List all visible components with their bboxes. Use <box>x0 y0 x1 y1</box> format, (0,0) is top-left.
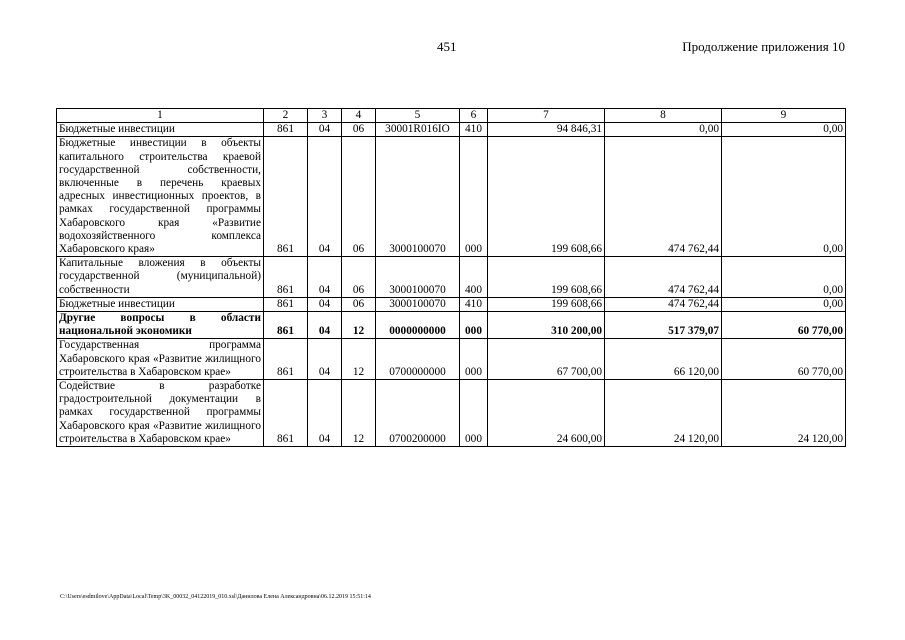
row-name: Бюджетные инвестиции <box>57 297 264 311</box>
row-amount-year-3: 0,00 <box>722 123 846 137</box>
row-subsection-code: 12 <box>342 312 376 339</box>
row-name: Содействие в разработке градостроительной документации в рамках государственной программы Хабаровского края «Развитие жилищного строительства в Хабаровском крае» <box>57 380 264 447</box>
row-section-code: 04 <box>308 297 342 311</box>
table-row <box>57 312 846 339</box>
row-expense-type-code: 000 <box>460 339 488 380</box>
row-amount-year-3: 60 770,00 <box>722 312 846 339</box>
row-expense-type-code: 000 <box>460 312 488 339</box>
row-name: Бюджетные инвестиции <box>57 123 264 137</box>
row-target-article-code: 3000100070 <box>376 297 460 311</box>
row-name: Другие вопросы в области национальной экономики <box>57 312 264 339</box>
row-expense-type-code: 410 <box>460 123 488 137</box>
row-section-code: 04 <box>308 380 342 447</box>
row-amount-year-2: 474 762,44 <box>605 297 722 311</box>
row-ved-code: 861 <box>264 123 308 137</box>
row-target-article-code: 0700200000 <box>376 380 460 447</box>
row-amount-year-1: 94 846,31 <box>488 123 605 137</box>
row-target-article-code: 3000100070 <box>376 257 460 298</box>
budget-table <box>56 108 846 447</box>
row-subsection-code: 12 <box>342 339 376 380</box>
row-expense-type-code: 400 <box>460 257 488 298</box>
row-expense-type-code: 000 <box>460 380 488 447</box>
row-amount-year-2: 0,00 <box>605 123 722 137</box>
row-target-article-code: 0700000000 <box>376 339 460 380</box>
row-amount-year-1: 199 608,66 <box>488 257 605 298</box>
column-header-9: 9 <box>722 109 846 123</box>
row-subsection-code: 06 <box>342 137 376 257</box>
row-subsection-code: 06 <box>342 257 376 298</box>
row-amount-year-1: 310 200,00 <box>488 312 605 339</box>
row-ved-code: 861 <box>264 312 308 339</box>
row-ved-code: 861 <box>264 297 308 311</box>
row-section-code: 04 <box>308 137 342 257</box>
column-header-3: 3 <box>308 109 342 123</box>
row-amount-year-3: 0,00 <box>722 137 846 257</box>
row-amount-year-3: 0,00 <box>722 297 846 311</box>
table-header-row <box>57 109 846 123</box>
column-header-2: 2 <box>264 109 308 123</box>
table-row <box>57 339 846 380</box>
column-header-1: 1 <box>57 109 264 123</box>
table-row <box>57 257 846 298</box>
row-amount-year-2: 66 120,00 <box>605 339 722 380</box>
row-amount-year-1: 24 600,00 <box>488 380 605 447</box>
row-ved-code: 861 <box>264 380 308 447</box>
table-row <box>57 380 846 447</box>
row-ved-code: 861 <box>264 137 308 257</box>
table-row <box>57 123 846 137</box>
row-amount-year-3: 24 120,00 <box>722 380 846 447</box>
row-name: Бюджетные инвестиции в объекты капитального строительства краевой государственной собственности, включенные в перечень краевых адресных инвестиционных проектов, в рамках государственной программы Хабаровского края «Развитие водохозяйственного комплекса Хабаровского края» <box>57 137 264 257</box>
column-header-8: 8 <box>605 109 722 123</box>
column-header-6: 6 <box>460 109 488 123</box>
row-name: Государственная программа Хабаровского края «Развитие жилищного строительства в Хабаровском крае» <box>57 339 264 380</box>
page-number: 451 <box>437 39 457 54</box>
row-amount-year-1: 67 700,00 <box>488 339 605 380</box>
column-header-4: 4 <box>342 109 376 123</box>
row-section-code: 04 <box>308 257 342 298</box>
row-amount-year-2: 517 379,07 <box>605 312 722 339</box>
row-amount-year-1: 199 608,66 <box>488 137 605 257</box>
column-header-5: 5 <box>376 109 460 123</box>
table-row <box>57 137 846 257</box>
column-header-7: 7 <box>488 109 605 123</box>
row-section-code: 04 <box>308 312 342 339</box>
row-ved-code: 861 <box>264 339 308 380</box>
row-amount-year-2: 474 762,44 <box>605 257 722 298</box>
row-amount-year-2: 474 762,44 <box>605 137 722 257</box>
row-amount-year-3: 60 770,00 <box>722 339 846 380</box>
row-subsection-code: 06 <box>342 123 376 137</box>
footer-file-path: C:\Users\esdmilove\AppData\Local\Temp\3K_00032_04122019_010.xsl\Даниловa Елена Александровна\06.12.2019 15:51:14 <box>60 594 371 600</box>
row-section-code: 04 <box>308 339 342 380</box>
row-subsection-code: 12 <box>342 380 376 447</box>
row-amount-year-3: 0,00 <box>722 257 846 298</box>
row-expense-type-code: 000 <box>460 137 488 257</box>
row-name: Капитальные вложения в объекты государственной (муниципальной) собственности <box>57 257 264 298</box>
row-target-article-code: 30001R016IO <box>376 123 460 137</box>
row-amount-year-1: 199 608,66 <box>488 297 605 311</box>
row-expense-type-code: 410 <box>460 297 488 311</box>
row-subsection-code: 06 <box>342 297 376 311</box>
row-ved-code: 861 <box>264 257 308 298</box>
row-amount-year-2: 24 120,00 <box>605 380 722 447</box>
row-target-article-code: 3000100070 <box>376 137 460 257</box>
continuation-label: Продолжение приложения 10 <box>682 39 845 54</box>
row-target-article-code: 0000000000 <box>376 312 460 339</box>
table-row <box>57 297 846 311</box>
row-section-code: 04 <box>308 123 342 137</box>
